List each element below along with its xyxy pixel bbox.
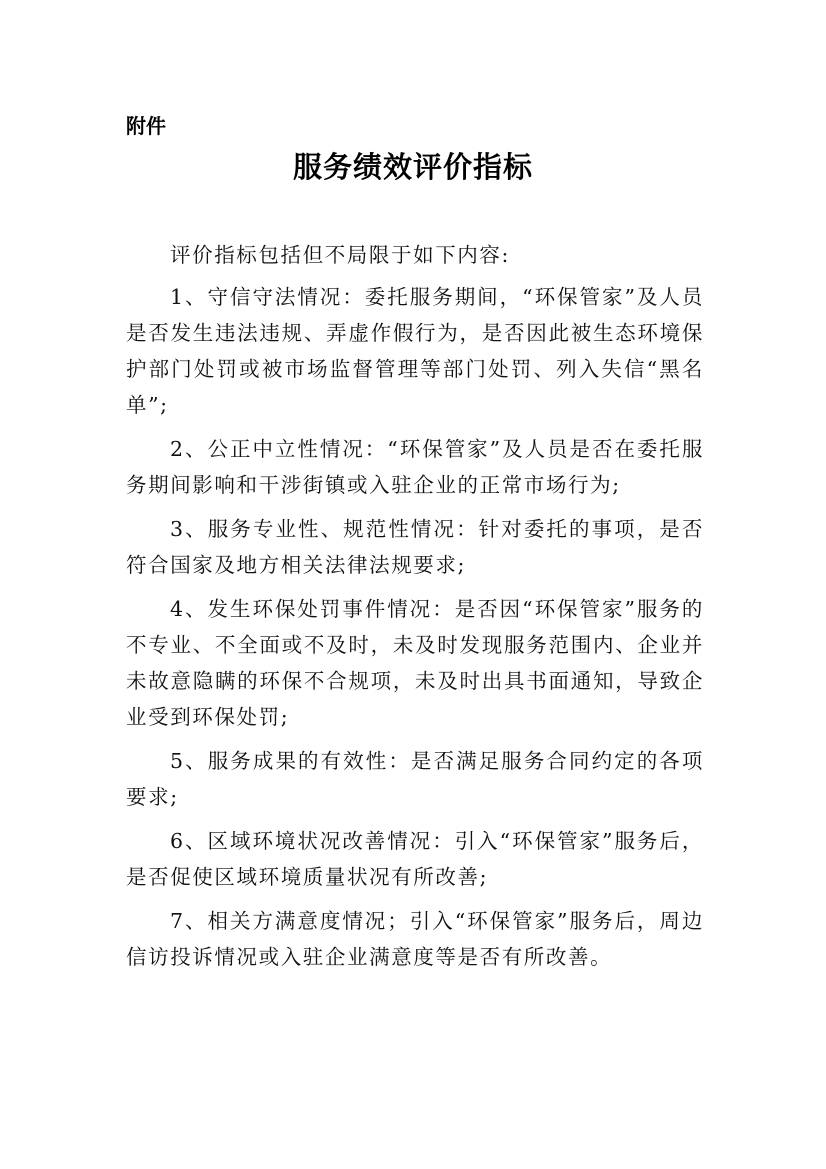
criterion-item-2: 2、公正中立性情况：“环保管家”及人员是否在委托服务期间影响和干涉街镇或入驻企业的正常市场行为; — [126, 437, 704, 497]
criterion-item-4: 4、发生环保处罚事件情况：是否因“环保管家”服务的不专业、不全面或不及时，未及时发现服务范围内、企业并未故意隐瞒的环保不合规项，未及时出具书面通知，导致企业受到环保处罚; — [126, 597, 704, 729]
intro-paragraph: 评价指标包括但不局限于如下内容: — [170, 243, 511, 267]
document-body — [126, 237, 704, 983]
criterion-item-5: 5、服务成果的有效性：是否满足服务合同约定的各项要求; — [126, 749, 704, 809]
criterion-item-3: 3、服务专业性、规范性情况：针对委托的事项，是否符合国家及地方相关法律法规要求; — [126, 517, 704, 577]
document-title: 服务绩效评价指标 — [292, 150, 533, 184]
criterion-item-6: 6、区域环境状况改善情况：引入“环保管家”服务后，是否促使区域环境质量状况有所改善; — [126, 829, 704, 889]
criterion-item-1: 1、守信守法情况：委托服务期间，“环保管家”及人员是否发生违法违规、弄虚作假行为，是否因此被生态环境保护部门处罚或被市场监督管理等部门处罚、列入失信“黑名单”; — [126, 285, 704, 417]
attachment-label: 附件 — [126, 114, 166, 138]
criterion-item-7: 7、相关方满意度情况；引入“环保管家”服务后，周边信访投诉情况或入驻企业满意度等是否有所改善。 — [126, 909, 704, 969]
